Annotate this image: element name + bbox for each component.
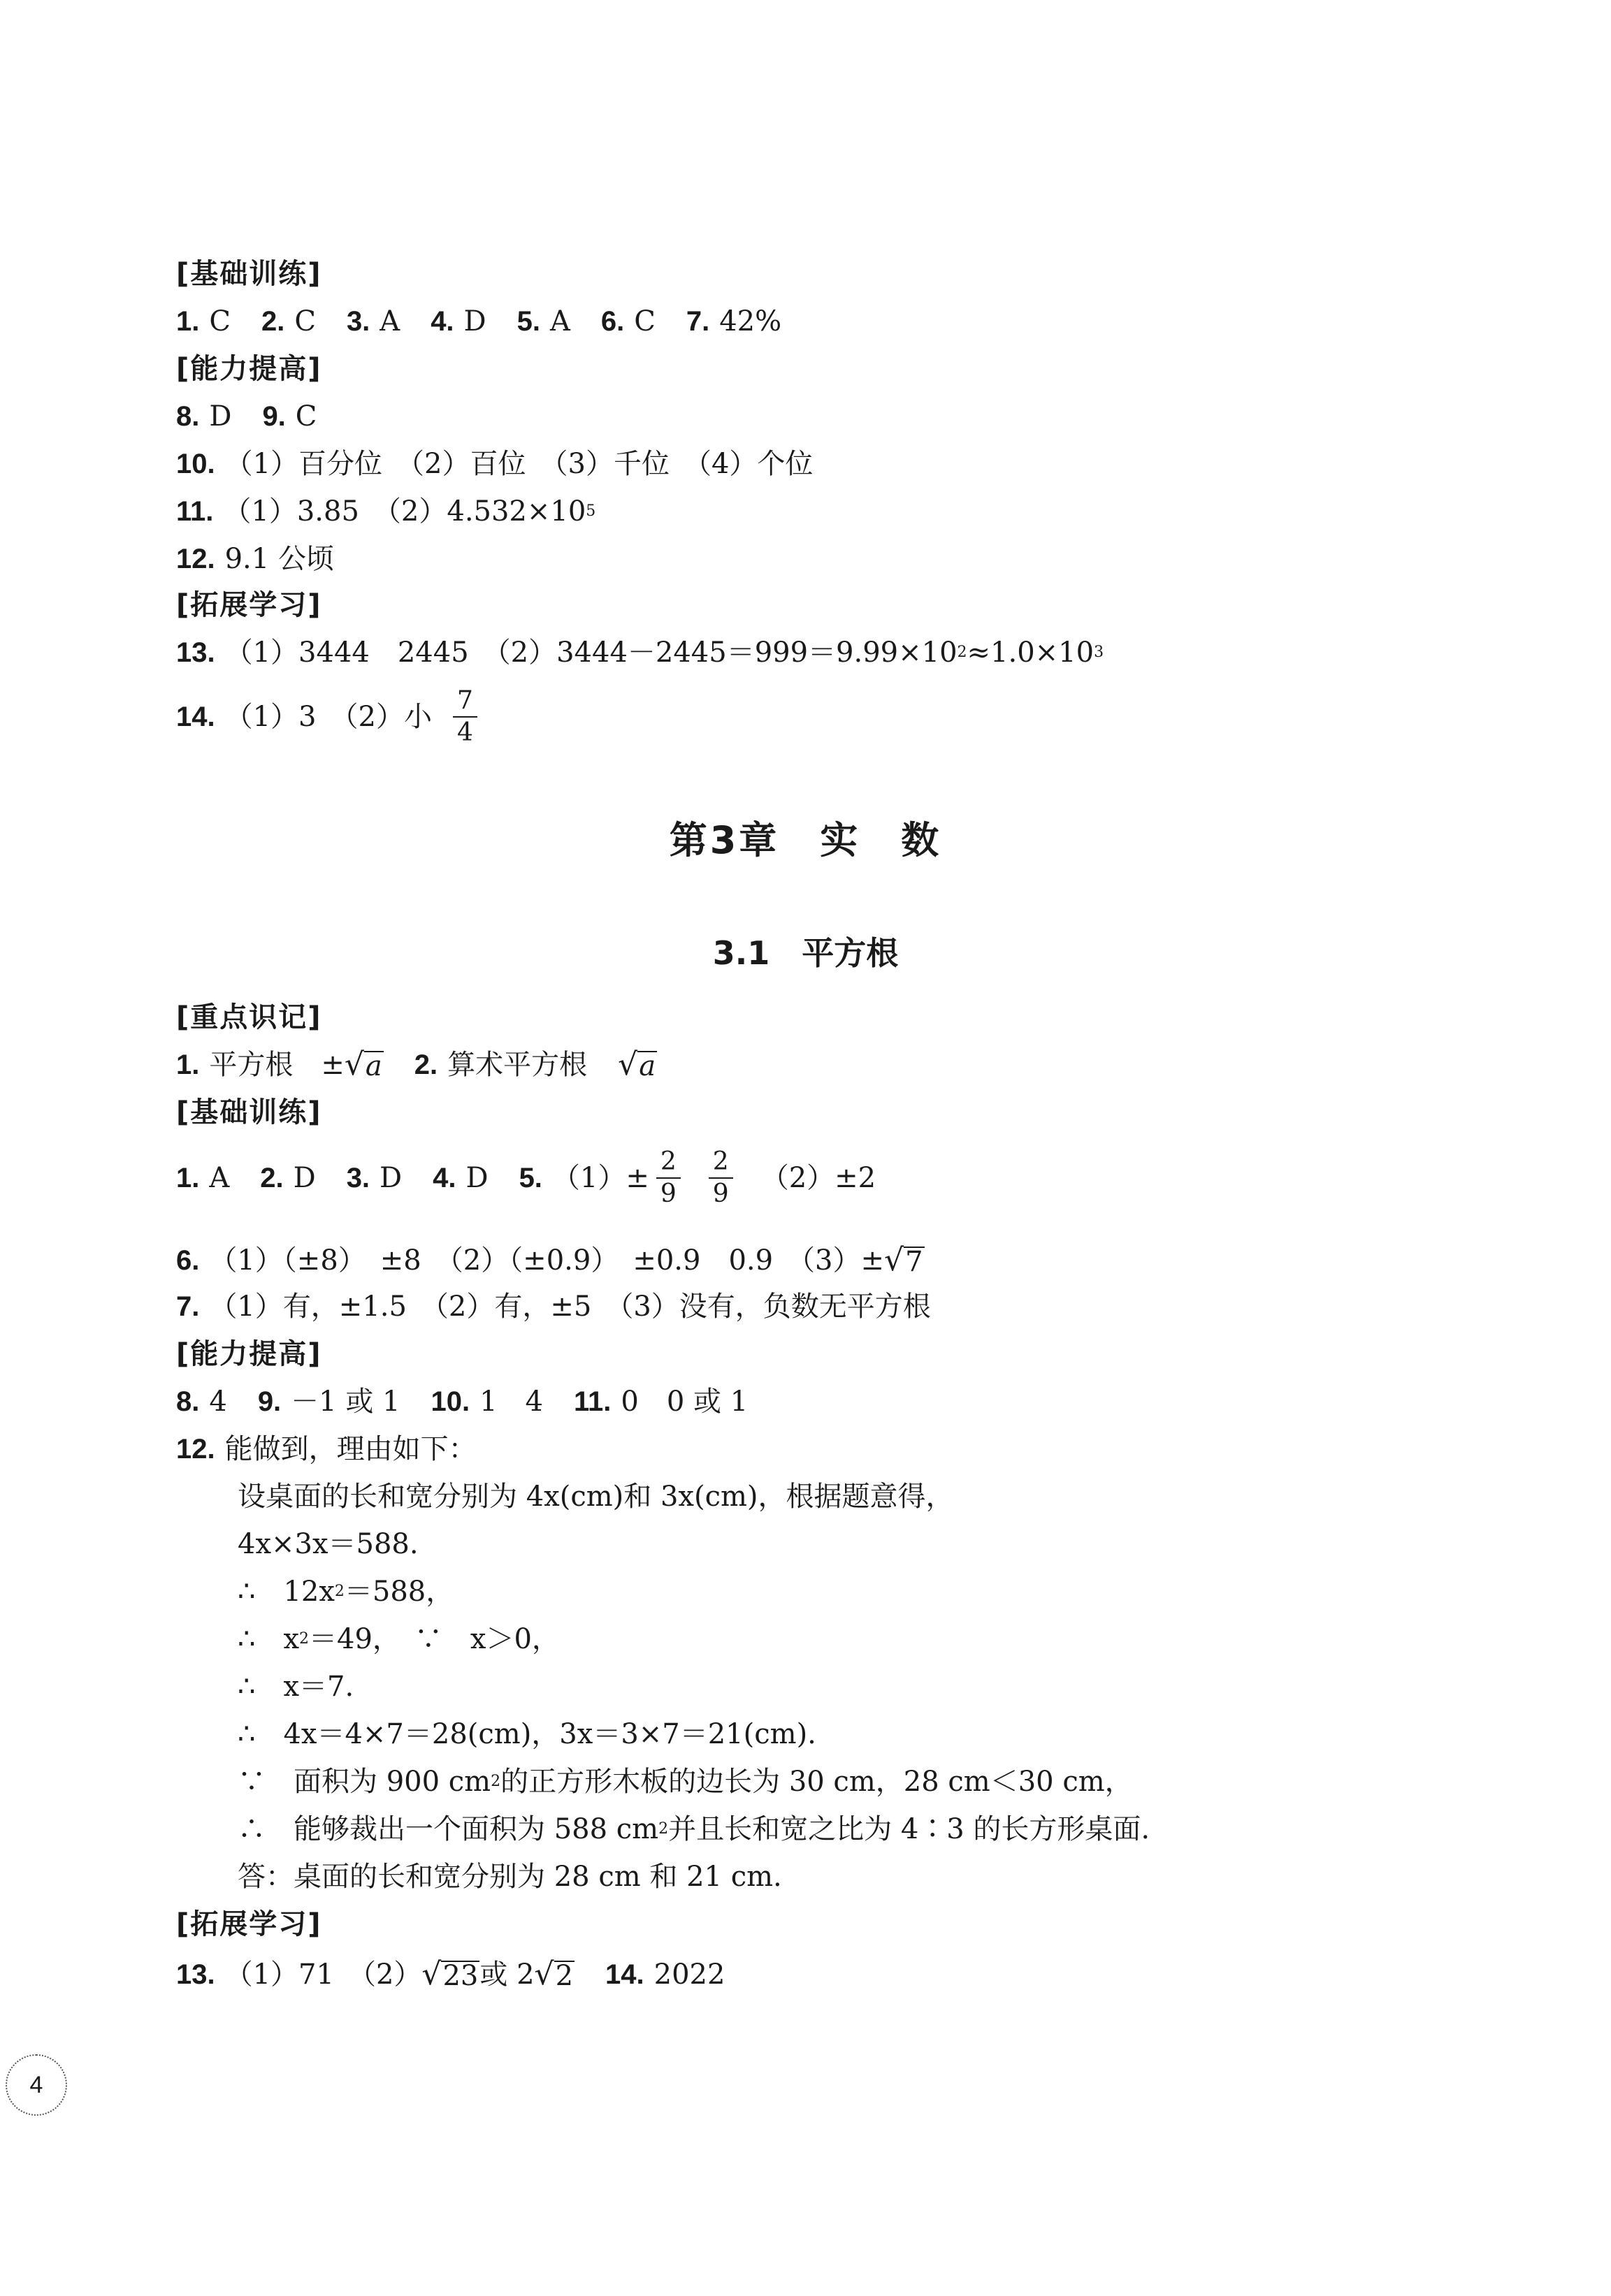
answer: （2）±2 <box>760 1162 876 1194</box>
q-num: 10. <box>176 449 215 479</box>
numerator: 7 <box>453 688 477 718</box>
fraction: $\frac{2}{9}$ <box>656 1149 681 1207</box>
key-line-1-2 <box>176 1049 657 1080</box>
q-num: 5. <box>516 306 540 337</box>
denominator: 4 <box>456 718 473 747</box>
q-num: 4. <box>433 1163 456 1193</box>
heading-basic-training-2: [基础训练] <box>176 1096 322 1128</box>
answer: 平方根 ± <box>209 1049 345 1081</box>
sqrt: √ a <box>618 1047 656 1082</box>
answer: 1 4 <box>479 1386 544 1418</box>
solution-step: ∴ 4x＝4×7＝28(cm)，3x＝3×7＝21(cm). <box>238 1718 816 1750</box>
answer: D <box>465 1162 489 1194</box>
solution-step: ∵ 面积为 900 cm 2 的正方形木板的边长为 30 cm，28 cm＜30 cm， <box>238 1766 1133 1798</box>
q-num: 10. <box>431 1386 470 1417</box>
answer: D <box>209 400 232 433</box>
heading-ability-2: [能力提高] <box>176 1338 322 1370</box>
answer: 0 0 或 1 <box>621 1386 749 1418</box>
answer-line-11 <box>176 495 596 528</box>
q-num: 14. <box>605 1959 644 1990</box>
exponent: 3 <box>1094 644 1104 661</box>
answer-line-14 <box>176 688 484 746</box>
answer: （1）71 （2） <box>224 1959 422 1991</box>
answer: C <box>209 305 231 337</box>
answer: 能做到，理由如下： <box>224 1433 477 1465</box>
answer-line-6 <box>176 1242 925 1278</box>
fraction: $\frac{2}{9}$ <box>709 1149 733 1207</box>
heading-ability-1: [能力提高] <box>176 353 322 385</box>
answer: （1）（±8） ±8 （2）（±0.9） ±0.9 0.9 （3）± <box>209 1244 885 1277</box>
q-num: 11. <box>574 1386 612 1417</box>
q-num: 2. <box>260 1163 284 1193</box>
solution-step: ∴ 能够裁出一个面积为 588 cm 2 并且长和宽之比为 4∶3 的长方形桌面. <box>238 1813 1150 1845</box>
q-num: 9. <box>262 401 286 432</box>
q-num: 3. <box>346 306 370 337</box>
answer: ≈1.0×10 <box>967 637 1095 669</box>
answer: －1 或 1 <box>291 1386 400 1418</box>
q-num: 5. <box>519 1163 542 1193</box>
sqrt: √ 23 <box>421 1956 479 1992</box>
heading-basic-training-1: [基础训练] <box>176 258 322 290</box>
answer: A <box>209 1162 230 1194</box>
heading-extension-1: [拓展学习] <box>176 589 322 621</box>
answer: 算术平方根 <box>447 1049 588 1081</box>
q-num: 7. <box>176 1291 200 1322</box>
q-num: 9. <box>257 1386 282 1417</box>
answer: D <box>293 1162 316 1194</box>
q-num: 1. <box>176 306 200 337</box>
answer: C <box>294 305 316 337</box>
answer-line-10 <box>176 450 813 478</box>
solution-step: ∴ x 2 ＝49， ∵ x＞0， <box>238 1623 560 1655</box>
solution-answer: 答：桌面的长和宽分别为 28 cm 和 21 cm. <box>238 1861 782 1893</box>
chapter-title: 第3章 实 数 <box>669 818 942 862</box>
section-title: 3.1 平方根 <box>712 934 899 972</box>
q-num: 6. <box>176 1245 200 1276</box>
q-num: 2. <box>414 1049 438 1080</box>
answer: 或 2 <box>479 1959 535 1991</box>
q-num: 14. <box>176 702 215 732</box>
answer-line-8-9 <box>176 400 317 433</box>
answer-line-13-14 <box>176 1956 725 1992</box>
answer: A <box>549 305 570 337</box>
sqrt: √ 7 <box>884 1242 923 1278</box>
answer: （1）有，±1.5 （2）有，±5 （3）没有，负数无平方根 <box>209 1291 931 1323</box>
answer: （1）3.85 （2）4.532×10 <box>223 495 586 528</box>
answer: D <box>380 1162 403 1194</box>
answer-line-1-7 <box>176 307 781 335</box>
page-number: 4 <box>6 2054 67 2116</box>
answer: 42% <box>719 305 782 337</box>
solution-step: ∴ x＝7. <box>238 1671 354 1703</box>
solution-step: 4x×3x＝588. <box>238 1528 419 1560</box>
q-num: 11. <box>176 496 214 527</box>
answer: A <box>380 305 400 337</box>
q-num: 13. <box>176 637 215 668</box>
q-num: 8. <box>176 401 200 432</box>
answer: D <box>463 305 486 337</box>
q-num: 7. <box>686 306 710 337</box>
answer-line-7 <box>176 1293 931 1321</box>
q-num: 6. <box>600 306 625 337</box>
answer: C <box>634 305 656 337</box>
heading-key-points: [重点识记] <box>176 1001 322 1033</box>
answer-line-8-11 <box>176 1388 748 1416</box>
q-num: 1. <box>176 1163 200 1193</box>
answer-line-13 <box>176 639 1104 667</box>
heading-extension-2: [拓展学习] <box>176 1908 322 1940</box>
answer: （1）百分位 （2）百位 （3）千位 （4）个位 <box>224 448 814 480</box>
answer: （1）3 （2）小 <box>224 701 432 733</box>
answer: （1）3444 2445 （2）3444－2445＝999＝9.99×10 <box>224 637 958 669</box>
q-num: 12. <box>176 544 215 574</box>
answer-line-12 <box>176 545 334 573</box>
q-num: 12. <box>176 1434 215 1465</box>
q-num: 2. <box>261 306 285 337</box>
q-num: 3. <box>346 1163 370 1193</box>
q-num: 1. <box>176 1049 200 1080</box>
fraction <box>453 688 477 746</box>
q-num: 13. <box>176 1959 215 1990</box>
answer-line-12 <box>176 1435 477 1463</box>
q-num: 8. <box>176 1386 200 1417</box>
solution-step: ∴ 12x 2 ＝588， <box>238 1576 454 1608</box>
answer: 2022 <box>653 1959 725 1991</box>
exponent: 2 <box>957 644 967 661</box>
exponent: 5 <box>586 502 596 520</box>
sqrt: √ 2 <box>534 1956 574 1992</box>
answer: （1）± <box>551 1162 649 1194</box>
answer: 4 <box>209 1386 227 1418</box>
q-num: 4. <box>431 306 454 337</box>
solution-step: 设桌面的长和宽分别为 4x(cm)和 3x(cm)，根据题意得， <box>238 1481 954 1513</box>
answer-line-1-5 <box>176 1149 876 1207</box>
answer: 9.1 公顷 <box>224 543 334 575</box>
sqrt: √ a <box>344 1047 382 1082</box>
answer: C <box>295 400 317 433</box>
